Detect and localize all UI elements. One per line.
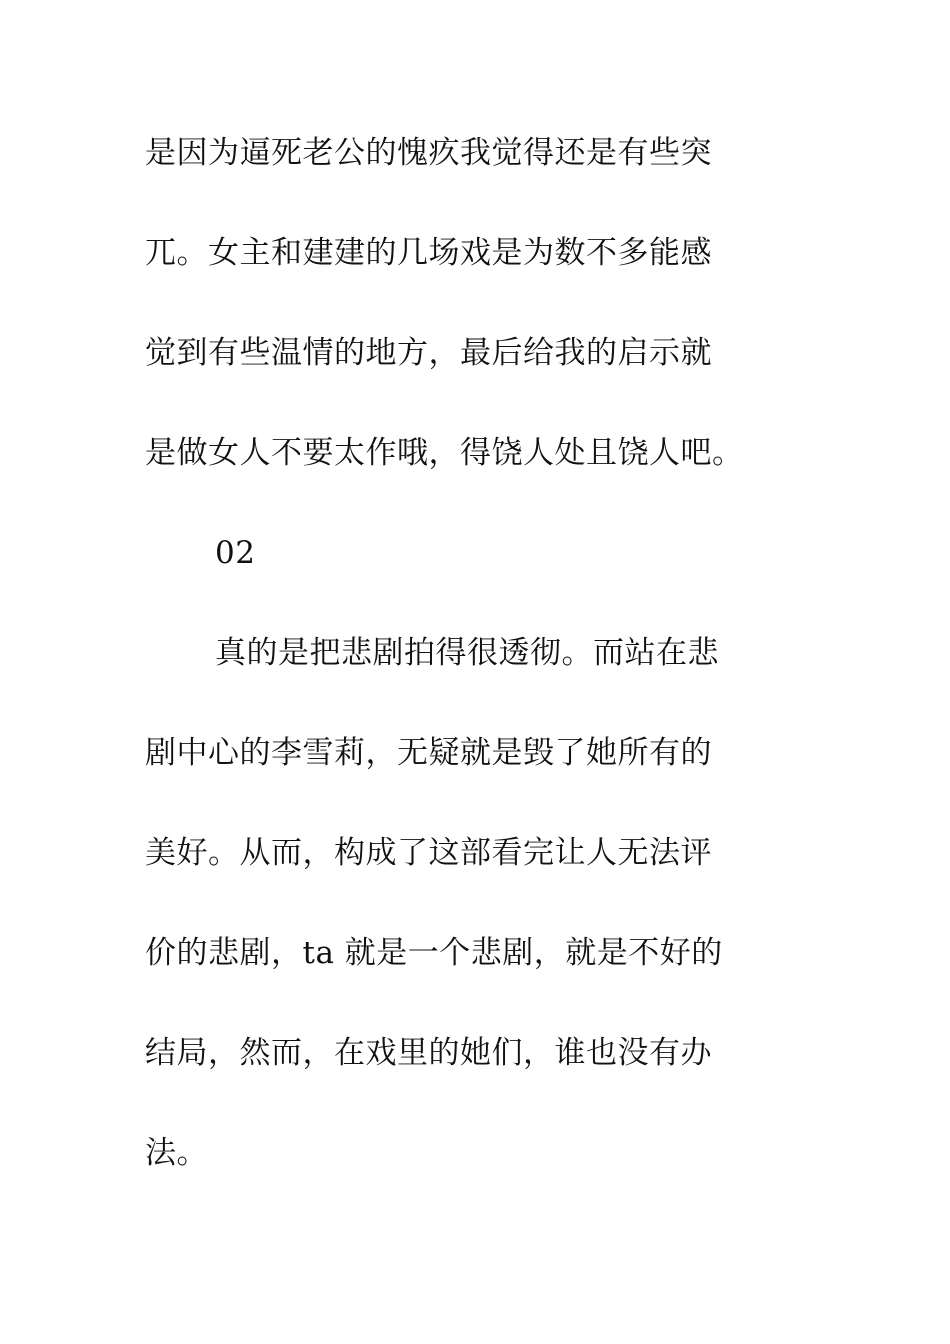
section-number: 02 (215, 535, 256, 571)
text-line: 美好。从而，构成了这部看完让人无法评 (145, 835, 712, 871)
text-line: 结局，然而，在戏里的她们，谁也没有办 (145, 1035, 712, 1071)
text-line: 剧中心的李雪莉，无疑就是毁了她所有的 (145, 735, 712, 771)
text-line: 法。 (145, 1135, 208, 1171)
document-body (145, 128, 845, 1228)
text-line: 是做女人不要太作哦，得饶人处且饶人吧。 (145, 435, 744, 471)
text-line: 是因为逼死老公的愧疚我觉得还是有些突 (145, 135, 712, 171)
text-line: 价的悲剧，ta 就是一个悲剧，就是不好的 (145, 935, 723, 971)
text-line: 兀。女主和建建的几场戏是为数不多能感 (145, 235, 712, 271)
text-line: 觉到有些温情的地方，最后给我的启示就 (145, 335, 712, 371)
text-line: 真的是把悲剧拍得很透彻。而站在悲 (215, 635, 719, 671)
